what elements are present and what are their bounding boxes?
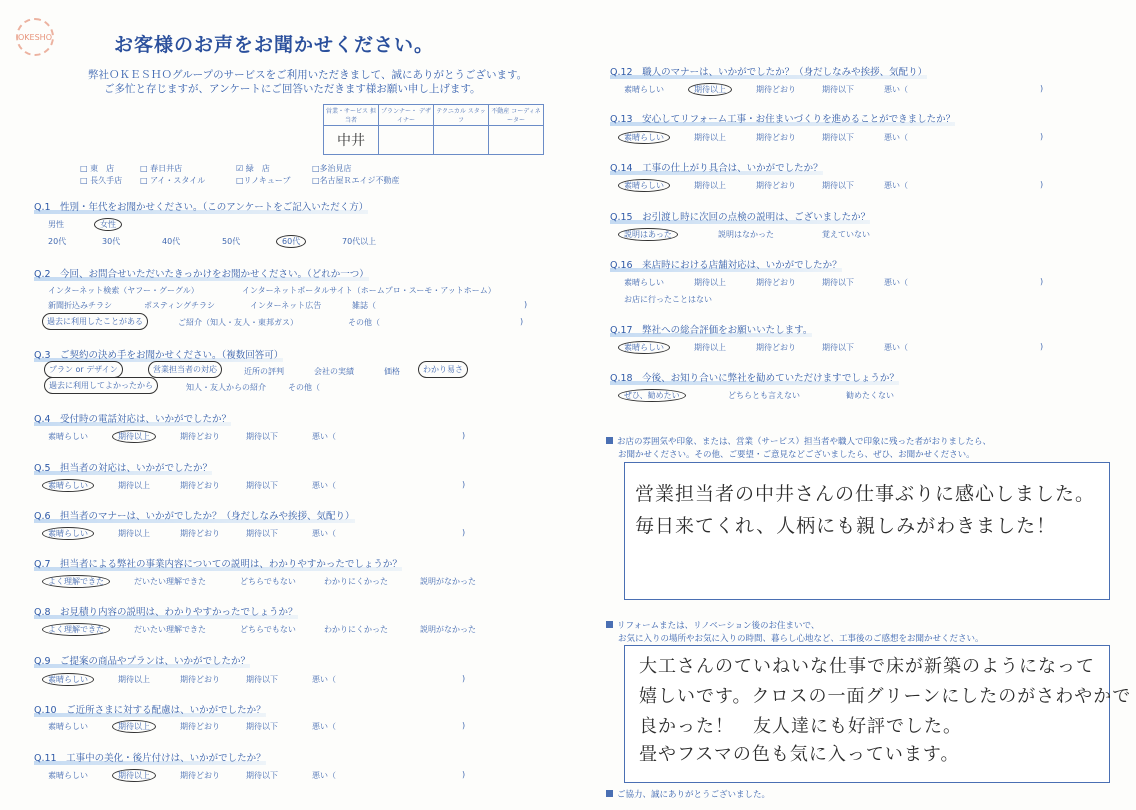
shop-nagoya-rage[interactable]: □名古屋Ｒエイジ不動産 <box>312 176 400 185</box>
q11-close: ) <box>462 770 466 779</box>
question-3: Q.3 ご契約の決め手をお聞かせください。（複数回答可） <box>34 347 283 362</box>
q3-used-before-selected[interactable]: 過去に利用してよかったから <box>44 377 158 394</box>
shop-kasugai[interactable]: □ 春日井店 <box>140 164 183 173</box>
q16-below[interactable]: 期待以下 <box>822 278 854 287</box>
question-7: Q.7 担当者による弊社の事業内容についての説明は、わかりやすかったでしょうか？ <box>34 556 402 571</box>
q1-age-50[interactable]: 50代 <box>222 237 241 246</box>
q11-bad[interactable]: 悪い（ <box>312 771 336 780</box>
q8-hard[interactable]: わかりにくかった <box>324 625 388 634</box>
comment-2-text-line-1: 大工さんのていねいな仕事で床が新築のようになって <box>639 656 1095 677</box>
q18-recommend-selected: ぜひ、勧めたい <box>618 389 686 402</box>
q6-as-expected[interactable]: 期待どおり <box>180 529 220 538</box>
q1-age-40[interactable]: 40代 <box>162 237 181 246</box>
staff-header-technical: テクニカル スタッフ <box>434 105 489 126</box>
square-bullet-icon <box>606 790 613 797</box>
q3-neighborhood-reputation[interactable]: 近所の評判 <box>244 367 284 376</box>
q5-excellent-selected: 素晴らしい <box>42 479 94 492</box>
q13-close: ) <box>1040 132 1044 141</box>
q11-above-option[interactable] <box>118 770 150 781</box>
q10-above-selected: 期待以上 <box>112 720 156 733</box>
q10-bad[interactable]: 悪い（ <box>312 722 336 731</box>
q2-portal-site[interactable]: インターネットポータルサイト（ホームプロ・スーモ・アットホーム） <box>242 286 496 295</box>
q12-above-option[interactable] <box>694 84 726 95</box>
company-stamp-logo: OKESHO <box>16 18 54 56</box>
q4-excellent[interactable]: 素晴らしい <box>48 432 88 441</box>
q10-as-expected[interactable]: 期待どおり <box>180 722 220 731</box>
q16-bad[interactable]: 悪い（ <box>884 278 908 287</box>
q9-below[interactable]: 期待以下 <box>246 675 278 684</box>
q16-never-visited[interactable]: お店に行ったことはない <box>624 295 712 304</box>
q7-hard[interactable]: わかりにくかった <box>324 577 388 586</box>
q16-as-expected[interactable]: 期待どおり <box>756 278 796 287</box>
q8-none[interactable]: 説明がなかった <box>420 625 476 634</box>
q7-understood-selected: よく理解できた <box>42 575 110 588</box>
shop-higashi[interactable]: □ 東 店 <box>80 164 115 173</box>
q15-not-explained[interactable]: 説明はなかった <box>718 230 774 239</box>
q2-posting-flyer[interactable]: ポスティングチラシ <box>144 301 216 310</box>
q8-mostly[interactable]: だいたい理解できた <box>134 625 206 634</box>
q14-below[interactable]: 期待以下 <box>822 181 854 190</box>
q7-neither[interactable]: どちらでもない <box>240 577 296 586</box>
q4-bad[interactable]: 悪い（ <box>312 432 336 441</box>
q11-above-selected: 期待以上 <box>112 769 156 782</box>
q9-as-expected[interactable]: 期待どおり <box>180 675 220 684</box>
q2-other[interactable]: その他（ <box>348 318 380 327</box>
q17-above[interactable]: 期待以上 <box>694 343 726 352</box>
q5-below[interactable]: 期待以下 <box>246 481 278 490</box>
q9-excellent-selected: 素晴らしい <box>42 673 94 686</box>
q16-close: ) <box>1040 277 1044 286</box>
question-14: Q.14 工事の仕上がり具合は、いかがでしたか？ <box>610 160 823 175</box>
q5-as-expected[interactable]: 期待どおり <box>180 481 220 490</box>
q17-close: ) <box>1040 342 1044 351</box>
q2-referral[interactable]: ご紹介（知人・友人・東邦ガス） <box>178 318 298 327</box>
q10-excellent[interactable]: 素晴らしい <box>48 722 88 731</box>
comment-2-text-line-4: 畳やフスマの色も気に入っています。 <box>639 744 960 765</box>
question-10: Q.10 ご近所さまに対する配慮は、いかがでしたか？ <box>34 702 266 717</box>
staff-sales-name[interactable]: 中井 <box>324 126 379 155</box>
q16-excellent[interactable]: 素晴らしい <box>624 278 664 287</box>
q18-not-recommend[interactable]: 勧めたくない <box>846 391 894 400</box>
intro-line-2: ご多忙と存じますが、アンケートにご回答いただきます様お願い申し上げます。 <box>104 83 481 95</box>
q6-below[interactable]: 期待以下 <box>246 529 278 538</box>
staff-header-realestate: 不動産 コーディネーター <box>489 105 544 126</box>
q5-above[interactable]: 期待以上 <box>118 481 150 490</box>
q7-understood-option[interactable] <box>48 576 104 587</box>
q1-male[interactable]: 男性 <box>48 220 64 229</box>
q17-bad[interactable]: 悪い（ <box>884 343 908 352</box>
q9-above[interactable]: 期待以上 <box>118 675 150 684</box>
comment-1-text-line-2: 毎日来てくれ、人柄にも親しみがわきました！ <box>635 515 1057 537</box>
q11-as-expected[interactable]: 期待どおり <box>180 771 220 780</box>
comment-1-label-line-1: お店の雰囲気や印象、または、営業（サービス）担当者や職人で印象に残った者がおりましたら、 <box>617 437 992 447</box>
q14-bad[interactable]: 悪い（ <box>884 181 908 190</box>
q5-excellent-option[interactable] <box>48 480 88 491</box>
q12-below[interactable]: 期待以下 <box>822 85 854 94</box>
question-8: Q.8 お見積り内容の説明は、わかりやすかったでしょうか？ <box>34 604 298 619</box>
comment-1-label-line-2: お聞かせください。その他、ご要望・ご意見などございましたら、ぜひ、お聞かせください。 <box>618 450 975 460</box>
q12-as-expected[interactable]: 期待どおり <box>756 85 796 94</box>
q1-age-60-selected: 60代 <box>276 235 306 248</box>
q2-internet-ad[interactable]: インターネット広告 <box>250 301 322 310</box>
q8-understood-selected: よく理解できた <box>42 623 110 636</box>
q3-other[interactable]: その他（ <box>288 383 320 392</box>
q1-age-60-option[interactable] <box>282 236 300 247</box>
q2-other-close: ) <box>520 317 524 326</box>
q4-below[interactable]: 期待以下 <box>246 432 278 441</box>
q4-as-expected[interactable]: 期待どおり <box>180 432 220 441</box>
question-4: Q.4 受付時の電話対応は、いかがでしたか？ <box>34 411 231 426</box>
q10-close: ) <box>462 721 466 730</box>
q12-above-selected: 期待以上 <box>688 83 732 96</box>
comment-2-text-line-2: 嬉しいです。クロスの一面グリーンにしたのがさわやかで <box>639 686 1132 707</box>
q8-neither[interactable]: どちらでもない <box>240 625 296 634</box>
q1-age-30[interactable]: 30代 <box>102 237 121 246</box>
q5-close: ) <box>462 480 466 489</box>
q1-female-option[interactable] <box>100 219 116 230</box>
shop-midori[interactable]: ☑ 緑 店 <box>236 164 270 173</box>
staff-technical-name[interactable] <box>434 126 489 155</box>
q6-above[interactable]: 期待以上 <box>118 529 150 538</box>
q1-female-selected: 女性 <box>94 218 122 231</box>
q4-above-selected: 期待以上 <box>112 430 156 443</box>
q2-used-before-selected[interactable]: 過去に利用したことがある <box>42 313 148 330</box>
q12-excellent[interactable]: 素晴らしい <box>624 85 664 94</box>
q7-none[interactable]: 説明がなかった <box>420 577 476 586</box>
question-13: Q.13 安心してリフォーム工事・お住まいづくりを進めることができましたか？ <box>610 111 955 126</box>
q17-below[interactable]: 期待以下 <box>822 343 854 352</box>
q14-excellent-selected: 素晴らしい <box>618 179 670 192</box>
staff-header-sales: 営業・サービス 担当者 <box>324 105 379 126</box>
comment-2-text-line-3: 良かった！ 友人達にも好評でした。 <box>639 716 962 737</box>
q16-above[interactable]: 期待以上 <box>694 278 726 287</box>
comment-1-text-line-1: 営業担当者の中井さんの仕事ぶりに感心しました。 <box>635 483 1096 505</box>
question-9: Q.9 ご提案の商品やプランは、いかがでしたか？ <box>34 653 250 668</box>
q1-age-70[interactable]: 70代以上 <box>342 237 377 246</box>
question-5: Q.5 担当者の対応は、いかがでしたか？ <box>34 460 212 475</box>
q6-bad[interactable]: 悪い（ <box>312 529 336 538</box>
q2-internet-search[interactable]: インターネット検索（ヤフー・グーグル） <box>48 286 199 295</box>
q13-above[interactable]: 期待以上 <box>694 133 726 142</box>
shop-tajimi[interactable]: □多治見店 <box>312 164 352 173</box>
q17-as-expected[interactable]: 期待どおり <box>756 343 796 352</box>
q18-recommend-option[interactable] <box>624 390 680 401</box>
comment-2-label <box>606 619 819 631</box>
q4-close: ) <box>462 431 466 440</box>
q14-as-expected[interactable]: 期待どおり <box>756 181 796 190</box>
q2-magazine[interactable]: 雑誌（ <box>352 301 376 310</box>
q6-excellent-option[interactable] <box>48 528 88 539</box>
q14-above[interactable]: 期待以上 <box>694 181 726 190</box>
comment-1-box[interactable] <box>624 462 1110 600</box>
q10-below[interactable]: 期待以下 <box>246 722 278 731</box>
q11-excellent[interactable]: 素晴らしい <box>48 771 88 780</box>
q17-excellent-selected: 素晴らしい <box>618 341 670 354</box>
q13-below[interactable]: 期待以下 <box>822 133 854 142</box>
q9-close: ) <box>462 674 466 683</box>
q15-explained-option[interactable] <box>624 229 672 240</box>
q13-excellent-option[interactable] <box>624 132 664 143</box>
q1-age-20[interactable]: 20代 <box>48 237 67 246</box>
q3-price[interactable]: 価格 <box>384 367 400 376</box>
q8-understood-option[interactable] <box>48 624 104 635</box>
square-bullet-icon <box>606 437 613 444</box>
q11-below[interactable]: 期待以下 <box>246 771 278 780</box>
q15-dont-remember[interactable]: 覚えていない <box>822 230 870 239</box>
intro-line-1: 弊社ＯＫＥＳＨＯグループのサービスをご利用いただきまして、誠にありがとうございます。 <box>88 69 528 81</box>
shop-renocube[interactable]: □リノキューブ <box>236 176 291 185</box>
question-17: Q.17 弊社への総合評価をお願いいたします。 <box>610 322 812 337</box>
square-bullet-icon <box>606 621 613 628</box>
question-12: Q.12 職人のマナーは、いかがでしたか？（身だしなみや挨拶、気配り） <box>610 64 927 79</box>
q3-sales-staff-selected[interactable]: 営業担当者の対応 <box>148 361 222 378</box>
q15-explained-selected: 説明はあった <box>618 228 678 241</box>
q12-bad[interactable]: 悪い（ <box>884 85 908 94</box>
question-15: Q.15 お引渡し時に次回の点検の説明は、ございましたか？ <box>610 209 870 224</box>
q2-newspaper-flyer[interactable]: 新聞折込みチラシ <box>48 301 112 310</box>
q6-close: ) <box>462 528 466 537</box>
q17-excellent-option[interactable] <box>624 342 664 353</box>
q3-referral[interactable]: 知人・友人からの紹介 <box>186 383 266 392</box>
q18-neutral[interactable]: どちらとも言えない <box>728 391 800 400</box>
comment-2-label-line-1: リフォームまたは、リノベーション後のお住まいで、 <box>617 621 820 631</box>
q2-magazine-close: ) <box>524 300 528 309</box>
footer-thanks-text: ご協力、誠にありがとうございました。 <box>617 790 771 800</box>
q13-as-expected[interactable]: 期待どおり <box>756 133 796 142</box>
q12-close: ) <box>1040 84 1044 93</box>
q14-excellent-option[interactable] <box>624 180 664 191</box>
q13-bad[interactable]: 悪い（ <box>884 133 908 142</box>
q3-plan-design-selected[interactable]: プラン or デザイン <box>44 361 123 378</box>
shop-istyle[interactable]: □ アイ・スタイル <box>140 176 206 185</box>
q7-mostly[interactable]: だいたい理解できた <box>134 577 206 586</box>
staff-planner-name[interactable] <box>379 126 434 155</box>
staff-header-planner: プランナー・ デザイナー <box>379 105 434 126</box>
question-6: Q.6 担当者のマナーは、いかがでしたか？（身だしなみや挨拶、気配り） <box>34 508 355 523</box>
q10-above-option[interactable] <box>118 721 150 732</box>
footer-thanks <box>606 788 770 800</box>
staff-table <box>323 104 544 155</box>
comment-2-box[interactable] <box>624 645 1132 783</box>
q9-excellent-option[interactable] <box>48 674 88 685</box>
question-2: Q.2 今回、お問合せいただいたきっかけをお聞かせください。（どれか一つ） <box>34 266 369 281</box>
question-11: Q.11 工事中の美化・後片付けは、いかがでしたか？ <box>34 750 266 765</box>
q5-bad[interactable]: 悪い（ <box>312 481 336 490</box>
q3-company-record[interactable]: 会社の実績 <box>314 367 354 376</box>
comment-1-label <box>606 435 991 447</box>
q4-above-option[interactable] <box>118 431 150 442</box>
q14-close: ) <box>1040 180 1044 189</box>
question-1: Q.1 性別・年代をお聞かせください。（このアンケートをご記入いただく方） <box>34 199 368 214</box>
shop-nagakute[interactable]: □ 長久手店 <box>80 176 123 185</box>
q9-bad[interactable]: 悪い（ <box>312 675 336 684</box>
q13-excellent-selected: 素晴らしい <box>618 131 670 144</box>
q3-clarity-selected[interactable]: わかり易さ <box>418 361 468 378</box>
question-16: Q.16 来店時における店舗対応は、いかがでしたか？ <box>610 257 842 272</box>
comment-2-label-line-2: お気に入りの場所やお気に入りの時間、暮らし心地など、工事後のご感想をお聞かせください。 <box>618 634 984 644</box>
staff-realestate-name[interactable] <box>489 126 544 155</box>
question-18: Q.18 今後、お知り合いに弊社を勧めていただけますでしょうか？ <box>610 370 899 385</box>
form-title: お客様のお声をお聞かせください。 <box>114 34 435 56</box>
q6-excellent-selected: 素晴らしい <box>42 527 94 540</box>
